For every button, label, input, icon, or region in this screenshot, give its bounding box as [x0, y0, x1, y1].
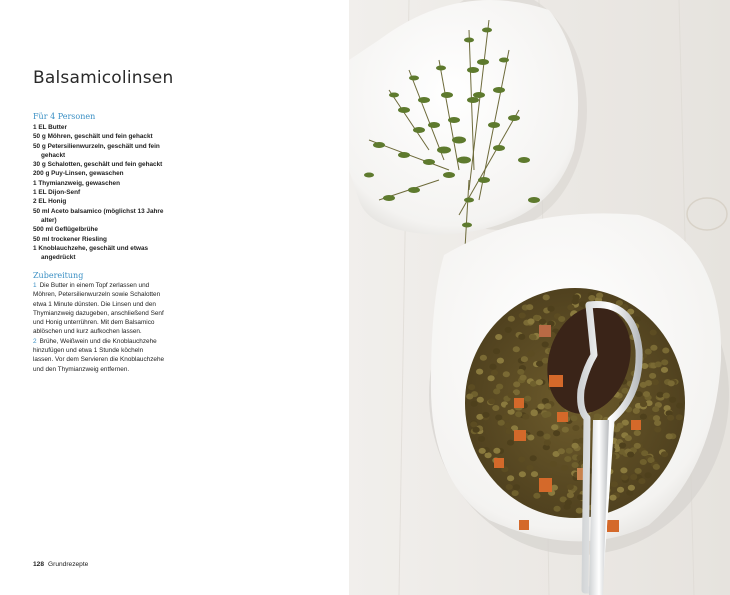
lentil	[536, 379, 543, 385]
lentil	[527, 318, 534, 324]
lentil	[544, 403, 551, 409]
lentil	[650, 345, 657, 351]
lentil	[588, 295, 595, 301]
servings-heading: Für 4 Personen	[33, 112, 96, 121]
ingredient-item: 50 g Petersilienwurzeln, geschält und fein gehackt	[33, 142, 160, 159]
lentil	[554, 506, 561, 512]
lentil	[522, 414, 529, 420]
lentil	[558, 316, 565, 322]
lentil	[518, 334, 525, 340]
lentil	[531, 471, 538, 477]
lentil	[609, 495, 616, 501]
lentil	[544, 411, 551, 417]
page-footer	[33, 561, 88, 568]
lentil	[515, 411, 522, 417]
ingredient-item: 50 ml trockener Riesling	[33, 235, 107, 243]
lentil	[640, 414, 647, 420]
lentil	[520, 375, 527, 381]
lentil	[506, 428, 513, 434]
food-photo	[349, 0, 730, 595]
step-number: 2	[33, 337, 37, 345]
lentil	[652, 379, 659, 385]
lentil	[506, 484, 513, 490]
lentil	[570, 415, 577, 421]
lentil	[543, 294, 550, 300]
lentil	[628, 485, 635, 491]
lentil	[543, 434, 550, 440]
lentil	[542, 342, 549, 348]
lentil	[489, 364, 496, 370]
lentil	[517, 369, 524, 375]
ingredient-item: 50 g Möhren, geschält und fein gehackt	[33, 133, 153, 141]
lentil	[633, 408, 640, 414]
wood-knot	[687, 198, 727, 230]
step-text: Brühe, Weißwein und die Knoblauchzehe hinzufügen und etwa 1 Stunde köcheln lassen. Vor dem Servieren die Knoblauchzehe und den Thymianzweig entfernen.	[33, 337, 165, 373]
lentil	[470, 421, 477, 427]
lentil	[567, 304, 574, 310]
lentil	[527, 435, 534, 441]
lentil	[640, 401, 647, 407]
lentil	[485, 452, 492, 458]
lentil	[495, 334, 502, 340]
lentil	[473, 427, 480, 433]
step-text: Die Butter in einem Topf zerlassen und Möhren, Petersilienwurzeln sowie Schalotten etwa 1 Minute dünsten. Die Linsen und den Thymianzweig dazugeben, anschließend Senf und Honig unterrühren. Mit dem Balsamico ablöschen und kurz aufkochen lassen.	[33, 282, 164, 336]
lentil	[661, 451, 668, 457]
lentil	[488, 375, 495, 381]
lentil	[566, 448, 573, 454]
lentil	[513, 484, 520, 490]
section-name: Grundrezepte	[48, 561, 89, 568]
lentil	[576, 508, 583, 514]
lentil	[488, 398, 495, 404]
lentil	[621, 475, 628, 481]
lentil	[508, 392, 515, 398]
lentil	[553, 430, 560, 436]
ingredient-item: 200 g Puy-Linsen, gewaschen	[33, 170, 124, 178]
lentil	[645, 472, 652, 478]
ingredient-item: 500 ml Geflügelbrühe	[33, 226, 98, 234]
lentil	[640, 382, 647, 388]
method-step	[33, 337, 165, 374]
lentil	[537, 404, 544, 410]
lentil	[518, 456, 525, 462]
lentil	[643, 391, 650, 397]
lentil	[526, 304, 533, 310]
lentil	[640, 459, 647, 465]
lentil	[507, 440, 514, 446]
lentil	[544, 440, 551, 446]
lentil	[655, 361, 662, 367]
recipe-title: Balsamicolinsen	[33, 68, 174, 88]
lentil	[669, 397, 676, 403]
ingredient-item: 2 EL Honig	[33, 198, 67, 206]
lentil	[635, 468, 642, 474]
lentil	[562, 427, 569, 433]
ingredient-list	[33, 123, 168, 262]
lentil	[519, 471, 526, 477]
method-heading: Zubereitung	[33, 271, 84, 280]
lentil	[476, 369, 483, 375]
lentil	[513, 346, 520, 352]
lentil	[539, 319, 546, 325]
lentil	[482, 412, 489, 418]
lentil	[558, 448, 565, 454]
lentil	[649, 373, 656, 379]
lentil	[654, 420, 661, 426]
lentil	[596, 293, 603, 299]
photo-illustration	[349, 0, 730, 595]
lentil	[493, 348, 500, 354]
lentil	[498, 420, 505, 426]
lentil	[630, 474, 637, 480]
lentil	[506, 404, 513, 410]
lentil	[663, 393, 670, 399]
lentil	[567, 484, 574, 490]
lentil	[492, 405, 499, 411]
lentil	[626, 490, 633, 496]
lentil	[661, 367, 668, 373]
ingredient-item: 1 Thymianzweig, gewaschen	[33, 179, 121, 187]
page-number: 128	[33, 561, 45, 568]
lentil	[577, 455, 584, 461]
recipe-page	[0, 0, 349, 595]
lentil	[653, 464, 660, 470]
method-steps	[33, 281, 165, 374]
ingredient-item: 1 EL Butter	[33, 124, 67, 131]
lentil	[645, 349, 652, 355]
lentil	[505, 327, 512, 333]
lentil	[667, 415, 674, 421]
lentil	[493, 388, 500, 394]
lentil	[542, 398, 549, 404]
lentil	[530, 334, 537, 340]
lentil	[662, 348, 669, 354]
lentil	[466, 394, 473, 400]
lentil	[625, 435, 632, 441]
method-step	[33, 281, 165, 337]
lentil	[503, 371, 510, 377]
lentil	[594, 413, 601, 419]
lentil	[551, 424, 558, 430]
ingredient-item: 1 Knoblauchzehe, geschält und etwas angedrückt	[33, 244, 149, 262]
lentil	[491, 370, 498, 376]
lentil	[497, 358, 504, 364]
lentil	[531, 409, 538, 415]
lentil	[547, 306, 554, 312]
lentil	[654, 427, 661, 433]
lentil	[572, 443, 579, 449]
lentil	[507, 475, 514, 481]
lentil	[676, 414, 683, 420]
lentil	[620, 467, 627, 473]
lentil	[572, 425, 579, 431]
lentil	[477, 397, 484, 403]
lentil	[508, 316, 515, 322]
ingredient-item: 1 EL Dijon-Senf	[33, 189, 81, 197]
lentil	[616, 423, 623, 429]
lentil	[479, 448, 486, 454]
lentil	[617, 487, 624, 493]
ingredient-item: 30 g Schalotten, geschält und fein gehackt	[33, 161, 163, 169]
lentil	[471, 401, 478, 407]
lentil	[657, 392, 664, 398]
lentil	[521, 356, 528, 362]
lentil	[561, 465, 568, 471]
lentil	[564, 504, 571, 510]
lentil	[524, 396, 531, 402]
lentil	[666, 433, 673, 439]
lentil	[526, 465, 533, 471]
lentil	[622, 388, 629, 394]
step-number: 1	[33, 282, 37, 289]
lentil	[493, 448, 500, 454]
lentil	[634, 430, 641, 436]
lentil	[533, 493, 540, 499]
lentil	[468, 384, 475, 390]
lentil	[537, 431, 544, 437]
lentil	[572, 462, 579, 468]
lentil	[567, 492, 574, 498]
lentil	[661, 359, 668, 365]
lentil	[512, 490, 519, 496]
lentil	[573, 294, 580, 300]
lentil	[619, 442, 626, 448]
ingredient-item: 50 ml Aceto balsamico (möglichst 13 Jahre alter)	[33, 207, 164, 224]
lentil	[530, 455, 537, 461]
lentil	[652, 406, 659, 412]
lentil	[478, 436, 485, 442]
lentil	[550, 461, 557, 467]
lentil	[505, 422, 512, 428]
lentil	[638, 478, 645, 484]
lentil	[650, 330, 657, 336]
lentil	[502, 414, 509, 420]
lentil	[627, 452, 634, 458]
lentil	[676, 403, 683, 409]
lentil	[527, 351, 534, 357]
lentil	[668, 380, 675, 386]
lentil	[635, 391, 642, 397]
lentil	[519, 313, 526, 319]
lentil	[564, 456, 571, 462]
lentil	[480, 355, 487, 361]
lentil	[495, 415, 502, 421]
lentil	[611, 481, 618, 487]
